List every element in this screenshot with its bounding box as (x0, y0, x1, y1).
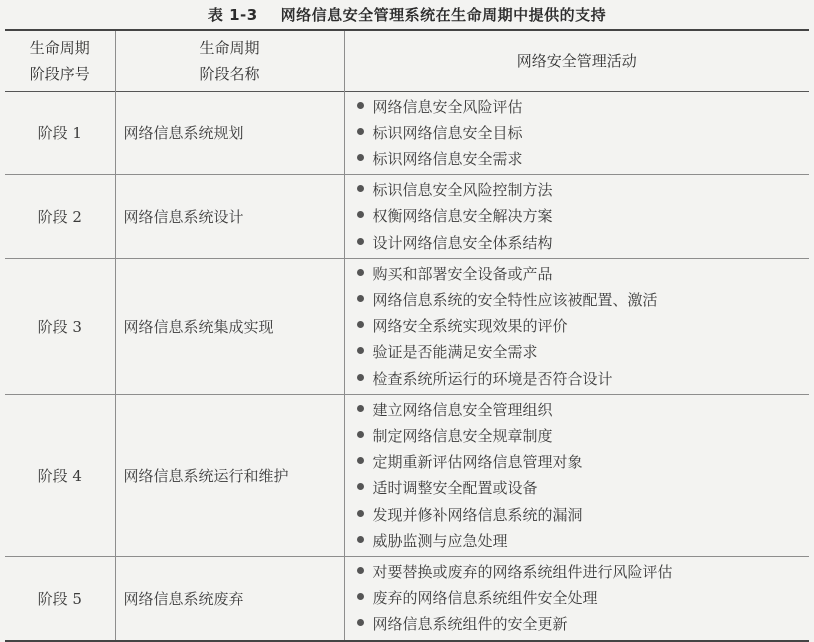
activity-item (357, 528, 810, 554)
activity-text: 定期重新评估网络信息管理对象 (372, 453, 583, 472)
activity-text: 建立网络信息安全管理组织 (372, 400, 553, 419)
activity-list (357, 261, 810, 392)
stage-number-cell: 阶段 5 (5, 556, 115, 640)
activity-text: 标识信息安全风险控制方法 (372, 181, 553, 200)
activity-text: 网络信息系统组件的安全更新 (372, 615, 568, 634)
table-body (5, 91, 809, 641)
activity-list (357, 397, 810, 554)
table-row (5, 91, 809, 175)
activities-cell (344, 175, 809, 259)
activity-item (357, 449, 810, 475)
lifecycle-table (5, 29, 809, 642)
activity-item (357, 366, 810, 392)
header-activities: 网络安全管理活动 (344, 30, 809, 91)
header-stage-name (115, 30, 344, 91)
activity-text: 制定网络信息安全规章制度 (372, 426, 553, 445)
stage-number-cell: 阶段 4 (5, 394, 115, 556)
activity-text: 发现并修补网络信息系统的漏洞 (372, 505, 583, 524)
bullet-icon (357, 619, 364, 626)
activity-text: 废弃的网络信息系统组件安全处理 (372, 589, 598, 608)
bullet-icon (357, 374, 364, 381)
bullet-icon (357, 457, 364, 464)
header-stage-name-line1: 生命周期 (199, 38, 260, 57)
activity-item (357, 146, 810, 172)
activity-item (357, 94, 810, 120)
stage-name-cell: 网络信息系统集成实现 (115, 258, 344, 394)
activity-item (357, 177, 810, 203)
activity-item (357, 397, 810, 423)
bullet-icon (357, 238, 364, 245)
bullet-icon (357, 102, 364, 109)
table-row (5, 258, 809, 394)
activity-text: 验证是否能满足安全需求 (372, 343, 538, 362)
activity-text: 标识网络信息安全需求 (372, 149, 523, 168)
activity-item (357, 611, 810, 637)
bullet-icon (357, 483, 364, 490)
bullet-icon (357, 567, 364, 574)
bullet-icon (357, 128, 364, 135)
activity-item (357, 230, 810, 256)
activity-text: 标识网络信息安全目标 (372, 123, 523, 142)
activity-text: 对要替换或废弃的网络系统组件进行风险评估 (372, 562, 673, 581)
activity-text: 网络信息系统的安全特性应该被配置、激活 (372, 290, 658, 309)
stage-name-cell: 网络信息系统运行和维护 (115, 394, 344, 556)
bullet-icon (357, 510, 364, 517)
activity-text: 权衡网络信息安全解决方案 (372, 207, 553, 226)
activities-cell (344, 556, 809, 640)
bullet-icon (357, 269, 364, 276)
activity-item (357, 559, 810, 585)
header-stage-name-line2: 阶段名称 (199, 64, 260, 83)
bullet-icon (357, 211, 364, 218)
bullet-icon (357, 431, 364, 438)
header-stage-number-line1: 生命周期 (29, 38, 90, 57)
bullet-icon (357, 185, 364, 192)
stage-number-cell: 阶段 1 (5, 91, 115, 175)
activity-text: 威胁监测与应急处理 (372, 531, 508, 550)
activity-list (357, 94, 810, 173)
bullet-icon (357, 536, 364, 543)
stage-number-cell: 阶段 2 (5, 175, 115, 259)
activity-item (357, 502, 810, 528)
activity-item (357, 120, 810, 146)
activity-list (357, 177, 810, 256)
activities-cell (344, 394, 809, 556)
bullet-icon (357, 321, 364, 328)
activity-item (357, 585, 810, 611)
activity-text: 网络信息安全风险评估 (372, 97, 523, 116)
activity-item (357, 313, 810, 339)
stage-name-cell: 网络信息系统设计 (115, 175, 344, 259)
table-row (5, 556, 809, 640)
table-header-row (5, 30, 809, 91)
activity-item (357, 423, 810, 449)
bullet-icon (357, 593, 364, 600)
activity-text: 适时调整安全配置或设备 (372, 479, 538, 498)
table-row (5, 175, 809, 259)
activity-item (357, 203, 810, 229)
stage-number-cell: 阶段 3 (5, 258, 115, 394)
bullet-icon (357, 154, 364, 161)
table-caption: 表 1-3 网络信息安全管理系统在生命周期中提供的支持 (207, 6, 607, 24)
activity-list (357, 559, 810, 638)
bullet-icon (357, 295, 364, 302)
bullet-icon (357, 405, 364, 412)
activity-text: 设计网络信息安全体系结构 (372, 233, 553, 252)
activity-item (357, 261, 810, 287)
activity-item (357, 475, 810, 501)
activity-text: 购买和部署安全设备或产品 (372, 264, 553, 283)
activity-text: 检查系统所运行的环境是否符合设计 (372, 369, 613, 388)
activities-cell (344, 91, 809, 175)
activity-item (357, 287, 810, 313)
activity-item (357, 339, 810, 365)
activity-text: 网络安全系统实现效果的评价 (372, 317, 568, 336)
stage-name-cell: 网络信息系统规划 (115, 91, 344, 175)
header-stage-number-line2: 阶段序号 (29, 64, 90, 83)
stage-name-cell: 网络信息系统废弃 (115, 556, 344, 640)
header-stage-number (5, 30, 115, 91)
bullet-icon (357, 347, 364, 354)
activities-cell (344, 258, 809, 394)
table-row (5, 394, 809, 556)
